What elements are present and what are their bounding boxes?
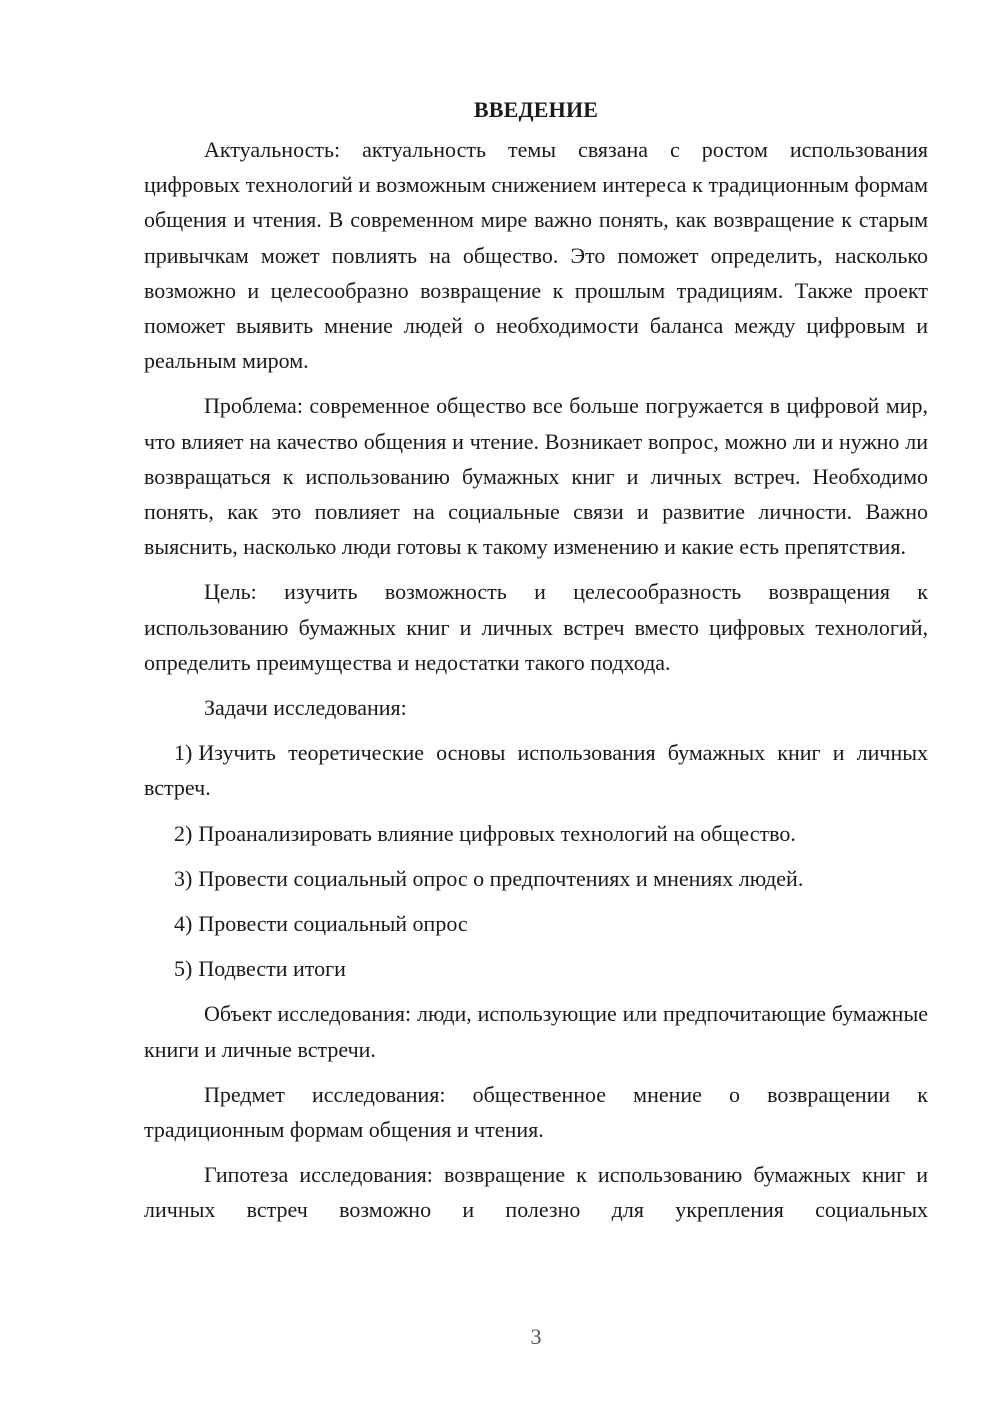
problem-paragraph: Проблема: современное общество все больше погружается в цифровой мир, что влияет на качество общения и чтение. Возникает вопрос, можно ли и нужно ли возвращаться к использованию бумажных книг и личных встреч. Необходимо понять, как это повлияет на социальные связи и развитие личности. Важно выяснить, насколько люди готовы к такому изменению и какие есть препятствия. [144,393,928,560]
task-number: 2) [174,820,193,846]
section-title: ВВЕДЕНИЕ [473,97,599,122]
hypothesis-paragraph: Гипотеза исследования: возвращение к использованию бумажных книг и личных встреч возможно и полезно для укрепления социальных [144,1162,928,1223]
relevance-paragraph: Актуальность: актуальность темы связана с ростом использования цифровых технологий и возможным снижением интереса к традиционным формам общения и чтения. В современном мире важно понять, как возвращение к старым привычкам может повлиять на общество. Это поможет определить, насколько возможно и целесообразно возвращение к прошлым традициям. Также проект поможет выявить мнение людей о необходимости баланса между цифровым и реальным миром. [144,137,928,374]
task-number: 3) [174,865,193,891]
task-item [144,816,928,851]
task-number: 1) [174,740,193,766]
document-page [144,92,928,1228]
task-text: Провести социальный опрос о предпочтениях и мнениях людей. [198,865,804,891]
task-text: Проанализировать влияние цифровых технологий на общество. [198,820,796,846]
task-item [144,735,928,805]
tasks-heading: Задачи исследования: [204,695,407,721]
task-text: Провести социальный опрос [198,911,468,937]
task-number: 4) [174,911,193,937]
task-number: 5) [174,956,193,982]
task-text: Подвести итоги [198,956,346,982]
goal-paragraph: Цель: изучить возможность и целесообразность возвращения к использованию бумажных книг и личных встреч вместо цифровых технологий, определить преимущества и недостатки такого подхода. [144,579,928,675]
object-paragraph: Объект исследования: люди, использующие или предпочитающие бумажные книги и личные встречи. [144,1001,928,1062]
task-item [144,906,928,941]
task-text: Изучить теоретические основы использования бумажных книг и личных встреч. [144,740,928,801]
task-item [144,951,928,986]
page-number: 3 [530,1324,542,1349]
task-item [144,861,928,896]
subject-paragraph: Предмет исследования: общественное мнение о возвращении к традиционным формам общения и чтения. [144,1081,928,1143]
